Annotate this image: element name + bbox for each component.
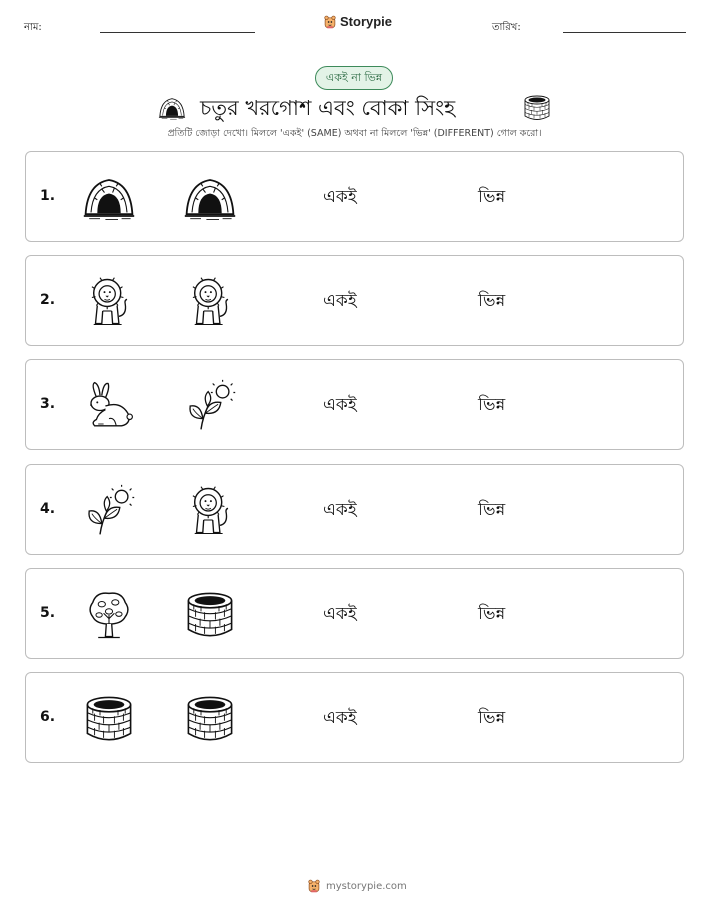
question-row [25,672,684,763]
lion-icon [82,275,136,329]
well-icon [183,692,237,746]
same-option[interactable]: একই [323,499,357,520]
different-option[interactable]: ভিন্ন [478,395,506,416]
question-row [25,464,684,555]
question-row [25,255,684,346]
question-row [25,359,684,450]
name-label: নাম: [24,22,42,33]
name-line[interactable] [100,32,255,33]
instructions: প্রতিটি জোড়া দেখো। মিললে 'একই' (SAME) অথবা না মিললে 'ভিন্ন' (DIFFERENT) গোল করো। [167,128,542,139]
well-icon [522,93,552,123]
page-title: চতুর খরগোশ এবং বোকা সিংহ [200,96,456,120]
different-option[interactable]: ভিন্ন [478,499,506,520]
question-row [25,151,684,242]
well-icon [82,692,136,746]
footer [307,879,407,893]
different-option[interactable]: ভিন্ন [478,187,506,207]
sun-plant-icon [82,484,136,538]
sun-plant-icon [183,379,237,433]
question-number: 2. [40,292,56,309]
footer-url[interactable]: mystorypie.com [326,880,407,892]
storypie-mascot-icon [323,15,337,29]
question-row [25,568,684,659]
title-row [0,92,709,122]
tree-icon [82,588,136,642]
same-option[interactable]: একই [323,291,357,312]
activity-badge: একই না ভিন্ন [315,66,393,90]
rabbit-icon [82,379,136,433]
date-label: তারিখ: [492,22,521,33]
worksheet-header [0,14,709,44]
lion-icon [183,484,237,538]
well-icon [183,588,237,642]
same-option[interactable]: একই [323,187,357,207]
different-option[interactable]: ভিন্ন [478,603,506,624]
storypie-mascot-icon [307,879,321,893]
lion-icon [183,275,237,329]
different-option[interactable]: ভিন্ন [478,291,506,312]
cave-icon [183,171,237,225]
question-number: 4. [40,500,56,517]
different-option[interactable]: ভিন্ন [478,708,506,728]
same-option[interactable]: একই [323,603,357,624]
date-line[interactable] [563,32,686,33]
question-number: 5. [40,604,56,621]
question-number: 1. [40,188,56,204]
brand-logo [323,14,392,29]
same-option[interactable]: একই [323,708,357,728]
question-number: 6. [40,709,56,725]
brand-name: Storypie [340,14,393,29]
question-number: 3. [40,396,56,413]
same-option[interactable]: একই [323,395,357,416]
cave-icon [82,171,136,225]
cave-icon [158,94,186,122]
